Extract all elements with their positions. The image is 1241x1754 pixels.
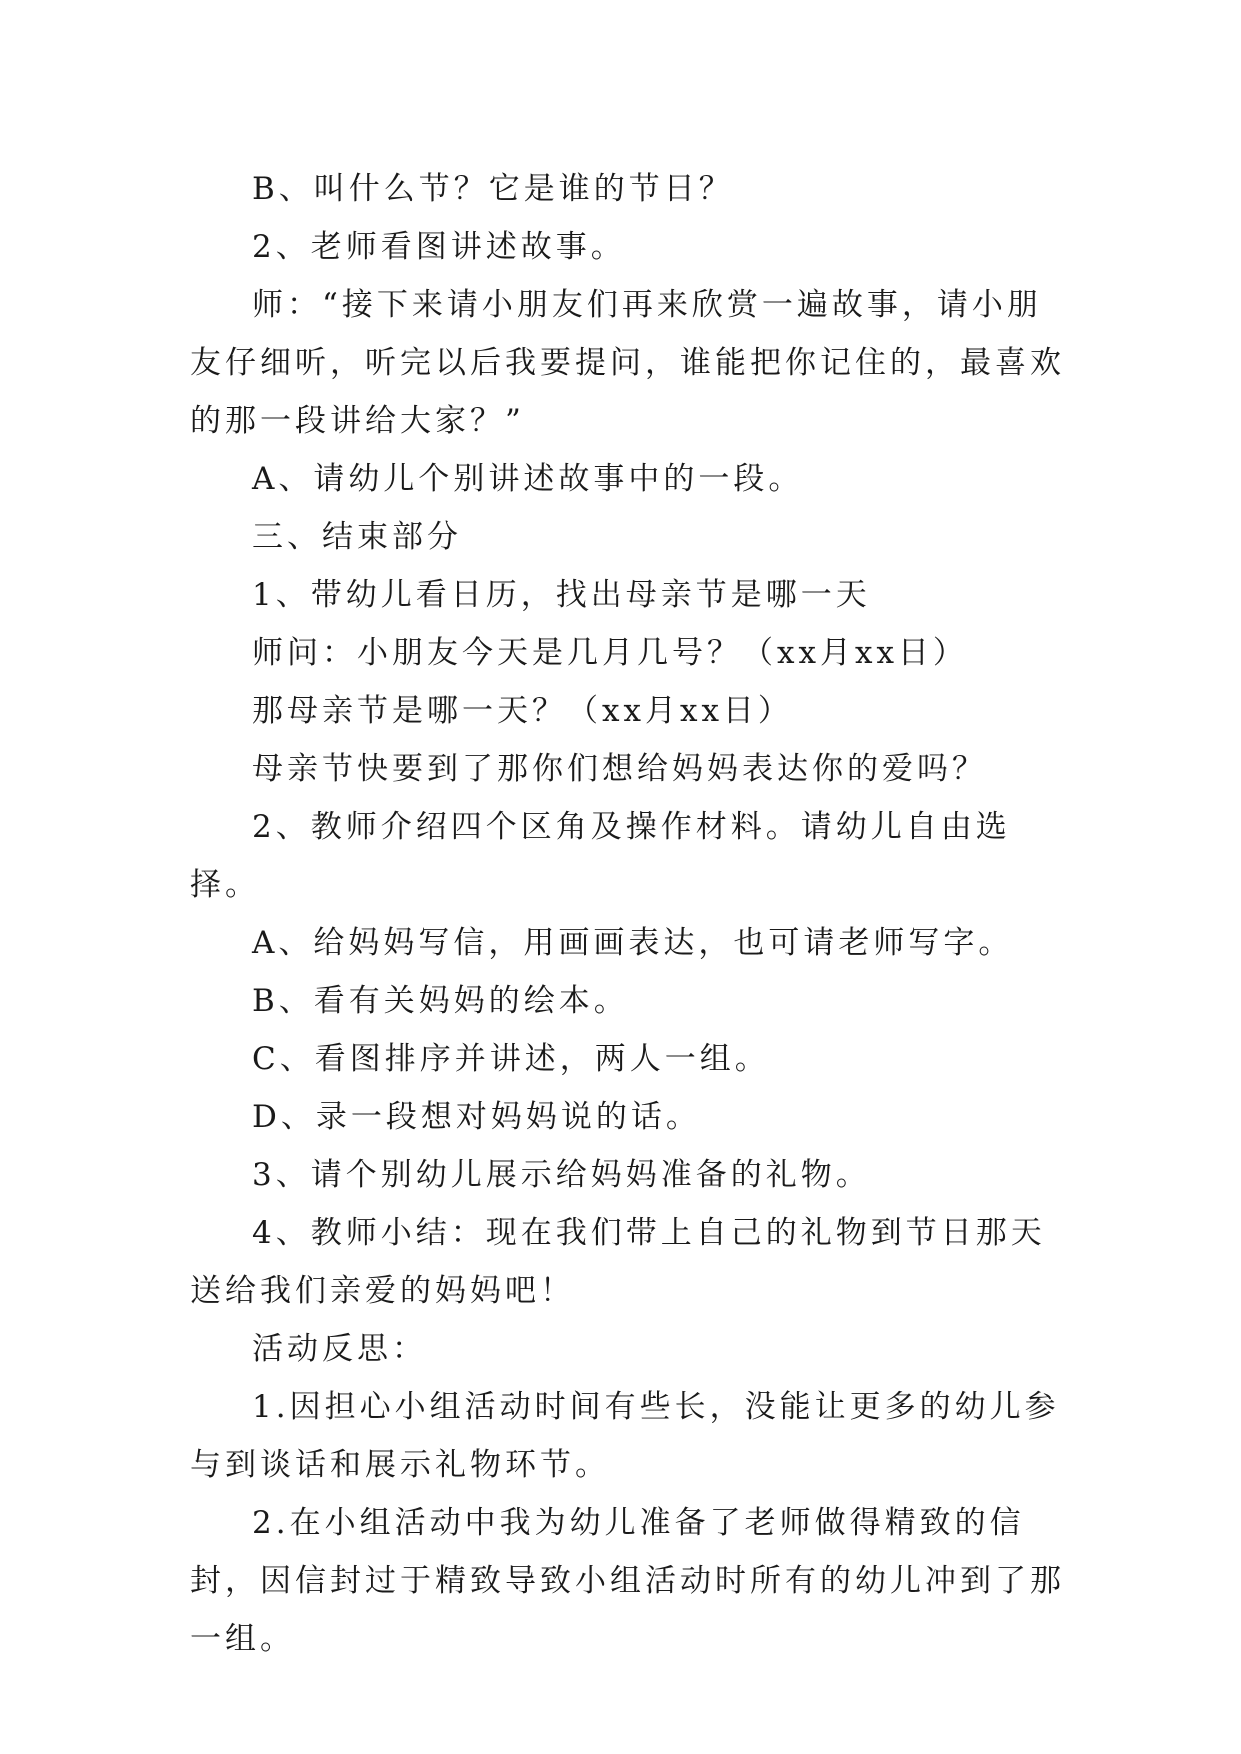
paragraph: 3、请个别幼儿展示给妈妈准备的礼物。 xyxy=(252,1157,871,1193)
paragraph: 4、教师小结：现在我们带上自己的礼物到节日那天送给我们亲爱的妈妈吧！ xyxy=(190,1215,1046,1309)
paragraph: 师问：小朋友今天是几月几号？（xx月xx日） xyxy=(252,635,968,671)
paragraph: A、给妈妈写信，用画画表达，也可请老师写字。 xyxy=(252,925,1014,961)
paragraph: C、看图排序并讲述，两人一组。 xyxy=(252,1041,770,1077)
paragraph: D、录一段想对妈妈说的话。 xyxy=(252,1099,701,1135)
paragraph: 1.因担心小组活动时间有些长，没能让更多的幼儿参与到谈话和展示礼物环节。 xyxy=(190,1389,1060,1483)
document-body xyxy=(190,160,1070,1668)
section-heading: 三、结束部分 xyxy=(252,519,462,555)
paragraph: B、看有关妈妈的绘本。 xyxy=(252,983,629,1019)
paragraph: A、请幼儿个别讲述故事中的一段。 xyxy=(252,461,804,497)
paragraph: 2.在小组活动中我为幼儿准备了老师做得精致的信封，因信封过于精致导致小组活动时所有的幼儿冲到了那一组。 xyxy=(190,1505,1065,1657)
paragraph: 2、教师介绍四个区角及操作材料。请幼儿自由选择。 xyxy=(190,809,1011,903)
paragraph: B、叫什么节？它是谁的节日？ xyxy=(252,171,734,207)
paragraph: 母亲节快要到了那你们想给妈妈表达你的爱吗？ xyxy=(252,751,987,787)
paragraph: 那母亲节是哪一天？（xx月xx日） xyxy=(252,693,793,729)
paragraph: 师：“接下来请小朋友们再来欣赏一遍故事，请小朋友仔细听，听完以后我要提问，谁能把你记住的，最喜欢的那一段讲给大家？” xyxy=(190,287,1065,439)
paragraph: 2、老师看图讲述故事。 xyxy=(252,229,626,265)
paragraph: 1、带幼儿看日历，找出母亲节是哪一天 xyxy=(252,577,871,613)
section-heading: 活动反思： xyxy=(252,1331,427,1367)
